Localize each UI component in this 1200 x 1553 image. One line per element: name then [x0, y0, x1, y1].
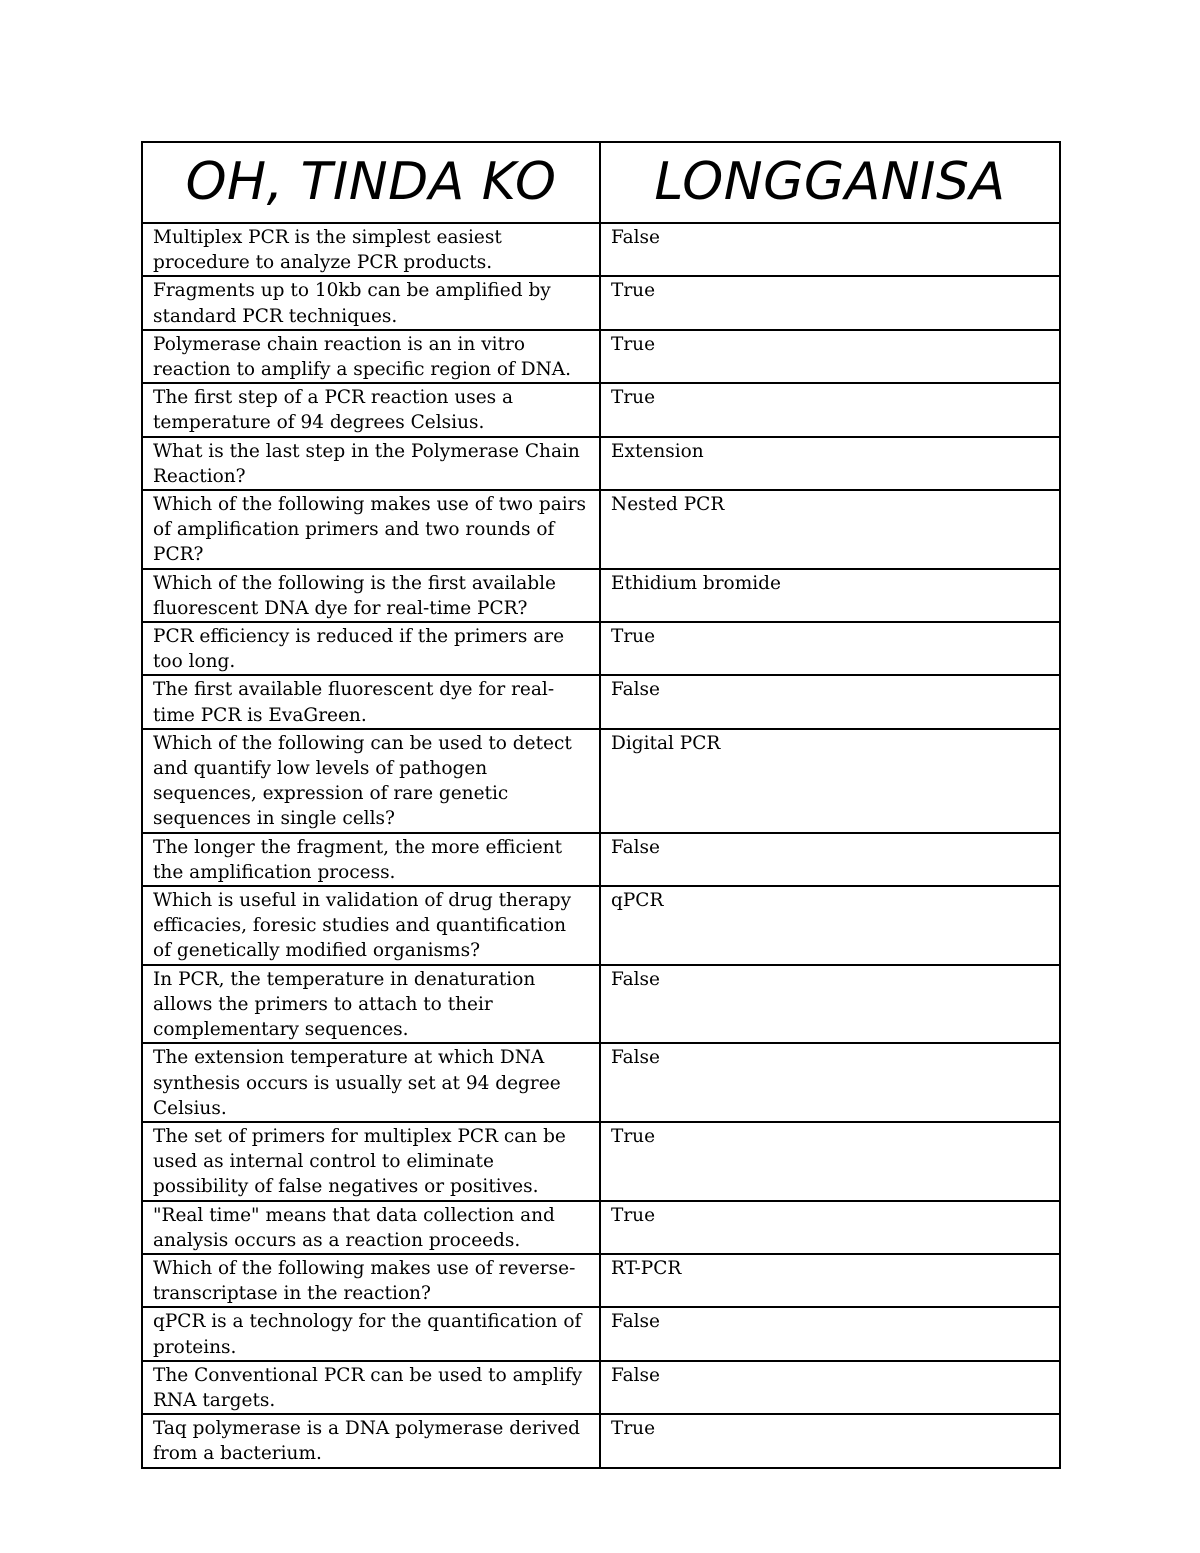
question-cell: The first step of a PCR reaction uses a temperature of 94 degrees Celsius.	[142, 383, 600, 436]
question-cell: In PCR, the temperature in denaturation allows the primers to attach to their complementary sequences.	[142, 965, 600, 1044]
question-cell: The longer the fragment, the more efficient the amplification process.	[142, 833, 600, 886]
table-row	[142, 276, 1060, 329]
answer-cell: Nested PCR	[600, 490, 1060, 569]
question-cell: Multiplex PCR is the simplest easiest procedure to analyze PCR products.	[142, 223, 600, 276]
answer-cell: False	[600, 675, 1060, 728]
answer-cell: RT-PCR	[600, 1254, 1060, 1307]
question-cell: Which of the following is the first available fluorescent DNA dye for real-time PCR?	[142, 569, 600, 622]
table-row	[142, 965, 1060, 1044]
answer-cell: False	[600, 965, 1060, 1044]
table-row	[142, 569, 1060, 622]
question-cell: The first available fluorescent dye for real-time PCR is EvaGreen.	[142, 675, 600, 728]
question-cell: qPCR is a technology for the quantification of proteins.	[142, 1307, 600, 1360]
question-cell: Taq polymerase is a DNA polymerase derived from a bacterium.	[142, 1414, 600, 1467]
table-row	[142, 383, 1060, 436]
answer-cell: True	[600, 1122, 1060, 1201]
question-cell: What is the last step in the Polymerase Chain Reaction?	[142, 437, 600, 490]
answer-cell: False	[600, 1307, 1060, 1360]
table-row	[142, 1201, 1060, 1254]
question-cell: Which is useful in validation of drug therapy efficacies, foresic studies and quantification of genetically modified organisms?	[142, 886, 600, 965]
table-row	[142, 622, 1060, 675]
question-cell: Which of the following makes use of reverse-transcriptase in the reaction?	[142, 1254, 600, 1307]
answer-cell: False	[600, 1043, 1060, 1122]
question-cell: The set of primers for multiplex PCR can be used as internal control to eliminate possibility of false negatives or positives.	[142, 1122, 600, 1201]
question-cell: "Real time" means that data collection and analysis occurs as a reaction proceeds.	[142, 1201, 600, 1254]
question-cell: Which of the following makes use of two pairs of amplification primers and two rounds of PCR?	[142, 490, 600, 569]
document-page	[141, 141, 1059, 1469]
table-row	[142, 729, 1060, 833]
table-row	[142, 1414, 1060, 1467]
table-row	[142, 1254, 1060, 1307]
table-row	[142, 886, 1060, 965]
table-header-row	[142, 142, 1060, 223]
table-row	[142, 437, 1060, 490]
answer-cell: Digital PCR	[600, 729, 1060, 833]
table-row	[142, 223, 1060, 276]
table-row	[142, 833, 1060, 886]
answer-cell: True	[600, 1201, 1060, 1254]
question-cell: The Conventional PCR can be used to amplify RNA targets.	[142, 1361, 600, 1414]
answer-cell: True	[600, 330, 1060, 383]
answer-cell: False	[600, 833, 1060, 886]
question-cell: The extension temperature at which DNA synthesis occurs is usually set at 94 degree Celsius.	[142, 1043, 600, 1122]
answer-cell: qPCR	[600, 886, 1060, 965]
answer-cell: True	[600, 622, 1060, 675]
question-cell: Fragments up to 10kb can be amplified by standard PCR techniques.	[142, 276, 600, 329]
answer-cell: Ethidium bromide	[600, 569, 1060, 622]
table-row	[142, 1361, 1060, 1414]
table-row	[142, 1307, 1060, 1360]
answer-cell: False	[600, 1361, 1060, 1414]
table-body	[142, 223, 1060, 1468]
qa-table	[141, 141, 1061, 1469]
answer-cell: False	[600, 223, 1060, 276]
table-row	[142, 330, 1060, 383]
table-row	[142, 1122, 1060, 1201]
answer-cell: True	[600, 1414, 1060, 1467]
table-row	[142, 675, 1060, 728]
answer-cell: True	[600, 276, 1060, 329]
answer-cell: Extension	[600, 437, 1060, 490]
answer-cell: True	[600, 383, 1060, 436]
question-cell: Which of the following can be used to detect and quantify low levels of pathogen sequences, expression of rare genetic sequences in single cells?	[142, 729, 600, 833]
header-left: OH, TINDA KO	[142, 142, 600, 223]
header-right: LONGGANISA	[600, 142, 1060, 223]
table-row	[142, 490, 1060, 569]
question-cell: Polymerase chain reaction is an in vitro reaction to amplify a specific region of DNA.	[142, 330, 600, 383]
question-cell: PCR efficiency is reduced if the primers are too long.	[142, 622, 600, 675]
table-row	[142, 1043, 1060, 1122]
